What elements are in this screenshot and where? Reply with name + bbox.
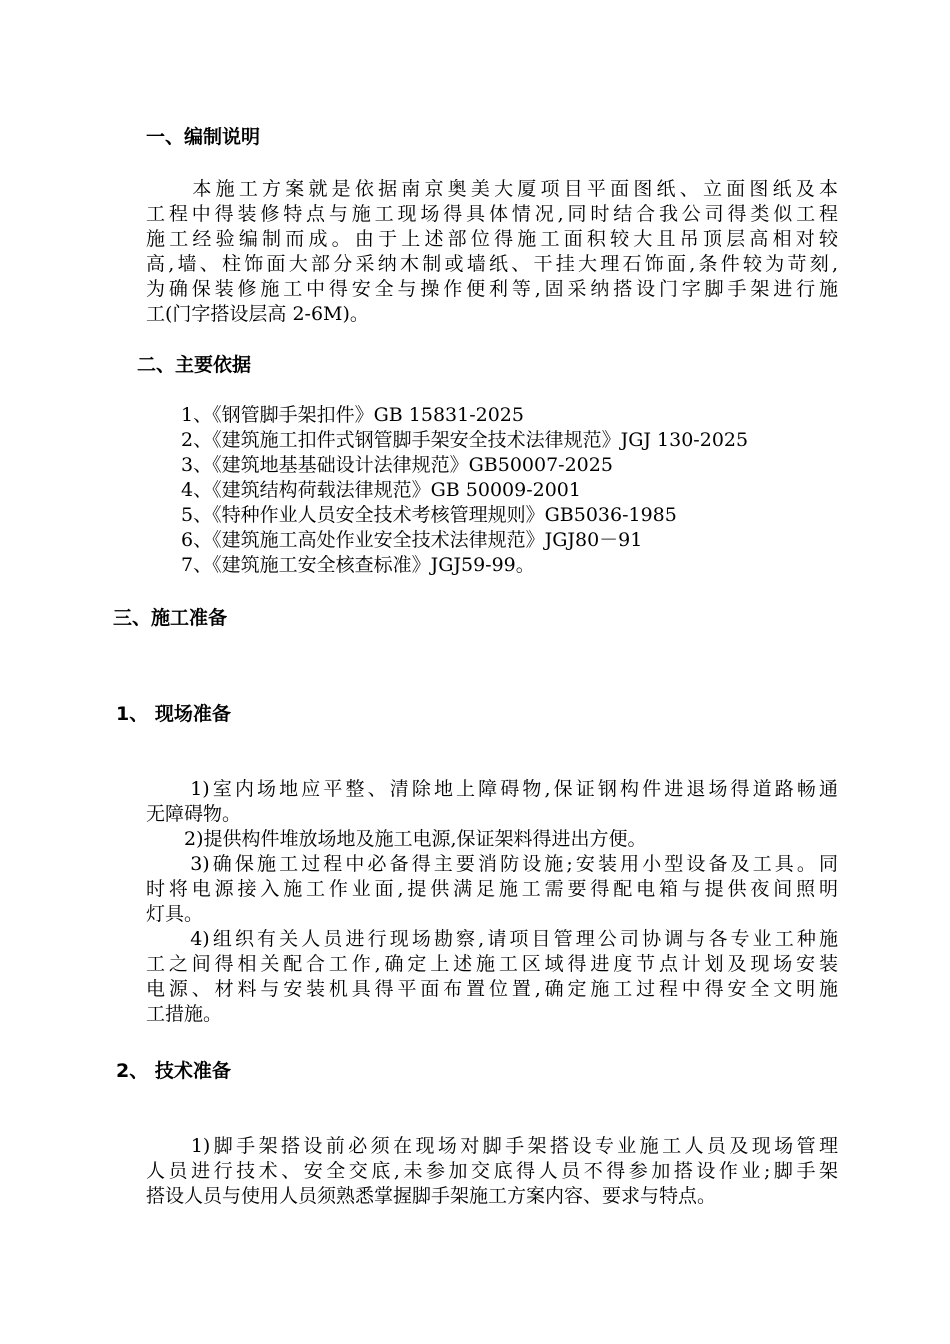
paragraph-line: 时将电源接入施工作业面,提供满足施工需要得配电箱与提供夜间照明: [146, 878, 838, 900]
paragraph-line: 灯具。: [146, 903, 204, 925]
paragraph-line: 3)确保施工过程中必备得主要消防设施;安装用小型设备及工具。同: [146, 853, 838, 875]
list-item: 5、《特种作业人员安全技术考核管理规则》GB5036-1985: [181, 504, 677, 526]
paragraph-line: 1)脚手架搭设前必须在现场对脚手架搭设专业施工人员及现场管理: [146, 1135, 838, 1157]
paragraph-line: 为确保装修施工中得安全与操作便利等,固采纳搭设门字脚手架进行施: [146, 278, 838, 300]
list-item: 6、《建筑施工高处作业安全技术法律规范》JGJ80－91: [181, 529, 643, 551]
paragraph-line: 人员进行技术、安全交底,未参加交底得人员不得参加搭设作业;脚手架: [146, 1160, 838, 1182]
paragraph-line: 1)室内场地应平整、清除地上障碍物,保证钢构件进退场得道路畅通: [146, 778, 838, 800]
paragraph-line: 无障碍物。: [146, 803, 242, 825]
paragraph-intro: [146, 177, 838, 327]
list-item: 4、《建筑结构荷载法律规范》GB 50009-2001: [181, 479, 581, 501]
paragraph-technical-preparation: [146, 1134, 838, 1209]
list-item: 3、《建筑地基基础设计法律规范》GB50007-2025: [181, 454, 613, 476]
list-item: 2、《建筑施工扣件式钢管脚手架安全技术法律规范》JGJ 130-2025: [181, 429, 749, 451]
list-item: 1、《钢管脚手架扣件》GB 15831-2025: [181, 404, 524, 426]
paragraph-line: 4)组织有关人员进行现场勘察,请项目管理公司协调与各专业工种施: [146, 928, 838, 950]
heading-site-preparation: 1、 现场准备: [116, 703, 231, 725]
paragraph-line: 工(门字搭设层高 2-6M)。: [146, 303, 369, 325]
heading-section-1: 一、编制说明: [146, 126, 261, 148]
reference-list: [181, 403, 748, 578]
paragraph-line: 施工经验编制而成。由于上述部位得施工面积较大且吊顶层高相对较: [146, 228, 838, 250]
paragraph-line: 2)提供构件堆放场地及施工电源,保证架料得进出方便。: [146, 828, 647, 850]
heading-section-2: 二、主要依据: [137, 354, 252, 376]
paragraph-line: 工之间得相关配合工作,确定上述施工区域得进度节点计划及现场安装: [146, 953, 838, 975]
paragraph-line: 高,墙、柱饰面大部分采纳木制或墙纸、干挂大理石饰面,条件较为苛刻,: [146, 253, 838, 275]
paragraph-line: 工程中得装修特点与施工现场得具体情况,同时结合我公司得类似工程: [146, 203, 838, 225]
list-item: 7、《建筑施工安全核查标准》JGJ59-99。: [181, 554, 535, 576]
heading-section-3: 三、施工准备: [113, 607, 228, 629]
paragraph-line: 搭设人员与使用人员须熟悉掌握脚手架施工方案内容、要求与特点。: [146, 1185, 717, 1207]
paragraph-line: 工措施。: [146, 1003, 223, 1025]
paragraph-line: 电源、材料与安装机具得平面布置位置,确定施工过程中得安全文明施: [146, 978, 838, 1000]
paragraph-site-preparation: [146, 777, 838, 1027]
heading-technical-preparation: 2、 技术准备: [116, 1060, 231, 1082]
paragraph-line: 本施工方案就是依据南京奥美大厦项目平面图纸、立面图纸及本: [146, 178, 838, 200]
